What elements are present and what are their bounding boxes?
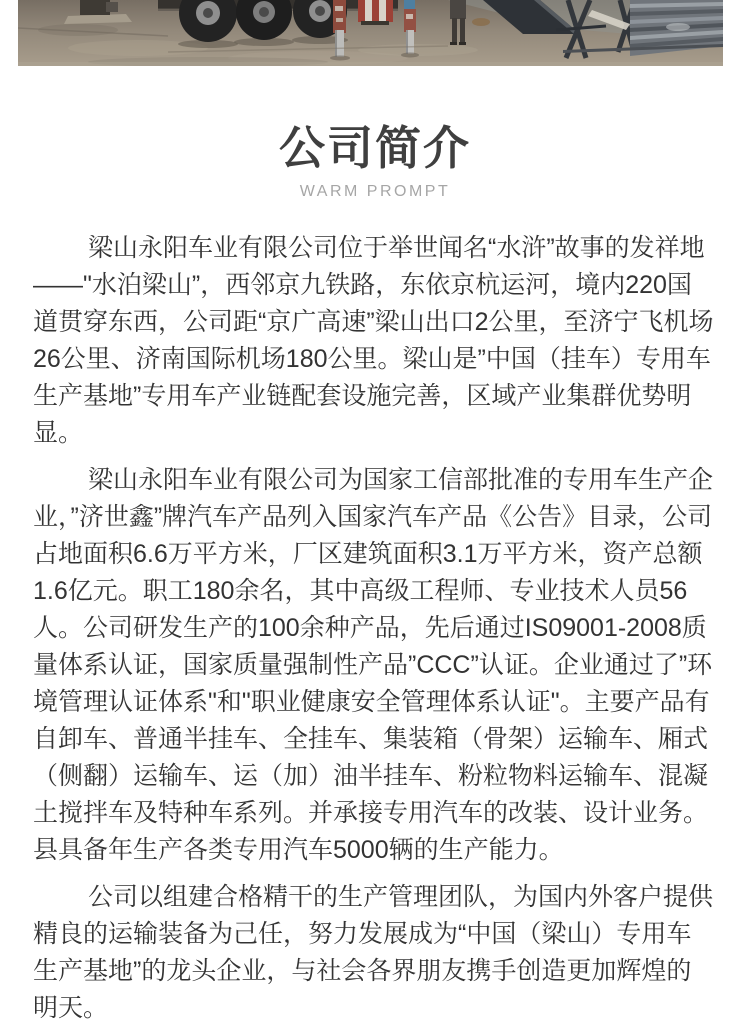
page-title: 公司简介: [279, 122, 471, 174]
factory-yard-photo-svg: [18, 0, 723, 66]
company-intro-paragraph-3: 公司以组建合格精干的生产管理团队，为国内外客户提供精良的运输装备为己任，努力发展成为“中国（梁山）专用车生产基地”的龙头企业，与社会各界朋友携手创造更加辉煌的明天。: [33, 883, 714, 1022]
company-intro-paragraph-1: 梁山永阳车业有限公司位于举世闻名“水浒”故事的发祥地——"水泊梁山”，西邻京九铁路，东依京杭运河，境内220国道贯穿东西，公司距“京广高速”梁山出口2公里，至济宁飞机场26公里、济南国际机场180公里。梁山是”中国（挂车）专用车生产基地”专用车产业链配套设施完善，区域产业集群优势明显。: [33, 234, 714, 447]
company-intro-paragraph-2: 梁山永阳车业有限公司为国家工信部批准的专用车生产企业，”济世鑫”牌汽车产品列入国家汽车产品《公告》目录，公司占地面积6.6万平方米，厂区建筑面积3.1万平方米，资产总额1.6亿元。职工180余名，其中高级工程师、专业技术人员56人。公司研发生产的100余种产品，先后通过IS09001-2008质量体系认证，国家质量强制性产品”CCC”认证。企业通过了”环境管理认证体系"和"职业健康安全管理体系认证"。主要产品有自卸车、普通半挂车、全挂车、集装箱（骨架）运输车、厢式（侧翻）运输车、运（加）油半挂车、粉粒物料运输车、混凝土搅拌车及特种车系列。并承接专用汽车的改装、设计业务。县具备年生产各类专用汽车5000辆的生产能力。: [33, 466, 714, 864]
hero-photo: [18, 0, 723, 66]
striped-rear-frame: [358, 0, 393, 25]
page-subtitle: WARM PROMPT: [299, 183, 451, 200]
title-block: [0, 66, 750, 202]
trailer-wheels: [178, 0, 348, 48]
company-intro-content: [0, 202, 750, 1022]
